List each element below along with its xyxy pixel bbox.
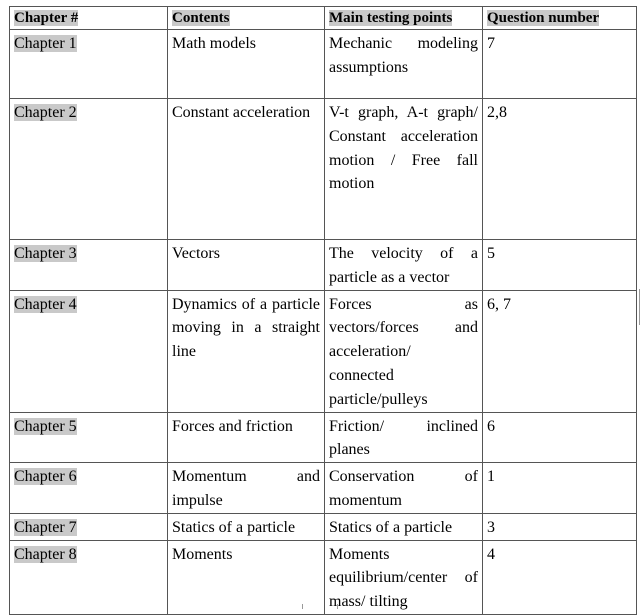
cell-questions: 2,8 <box>483 99 637 240</box>
header-question-number: Question number <box>483 7 637 30</box>
cell-contents: Moments <box>168 540 325 614</box>
table-row <box>10 30 637 99</box>
cell-questions: 4 <box>483 540 637 614</box>
cell-points: Mechanic modeling assumptions <box>325 30 483 99</box>
table-row <box>10 513 637 540</box>
cell-chapter: Chapter 3 <box>10 240 168 291</box>
cell-chapter: Chapter 1 <box>10 30 168 99</box>
cell-chapter: Chapter 2 <box>10 99 168 240</box>
cell-contents: Statics of a particle <box>168 513 325 540</box>
table-row <box>10 99 637 240</box>
chapter-table <box>9 6 637 615</box>
cell-points: The velocity of a particle as a vector <box>325 240 483 291</box>
table-row <box>10 240 637 291</box>
header-contents: Contents <box>168 7 325 30</box>
header-chapter: Chapter # <box>10 7 168 30</box>
header-main-testing-points: Main testing points <box>325 7 483 30</box>
cell-points: Statics of a particle <box>325 513 483 540</box>
cell-points: Moments equilibrium/center of mass/ tilting <box>325 540 483 614</box>
cell-contents: Dynamics of a particle moving in a straight line <box>168 290 325 412</box>
cell-questions: 6 <box>483 412 637 463</box>
cell-questions: 7 <box>483 30 637 99</box>
cell-chapter: Chapter 4 <box>10 290 168 412</box>
cell-chapter: Chapter 8 <box>10 540 168 614</box>
cell-chapter: Chapter 7 <box>10 513 168 540</box>
page-edge-marker <box>639 289 643 325</box>
cell-contents: Constant acceleration <box>168 99 325 240</box>
table-row <box>10 463 637 514</box>
cell-questions: 6, 7 <box>483 290 637 412</box>
cell-questions: 1 <box>483 463 637 514</box>
cell-points: Conservation of momentum <box>325 463 483 514</box>
table-row <box>10 412 637 463</box>
cell-contents: Math models <box>168 30 325 99</box>
cell-points: Forces as vectors/forces and acceleration/ connected particle/pulleys <box>325 290 483 412</box>
cell-questions: 3 <box>483 513 637 540</box>
table-row <box>10 290 637 412</box>
cell-contents: Momentum and impulse <box>168 463 325 514</box>
cell-chapter: Chapter 6 <box>10 463 168 514</box>
cell-contents: Vectors <box>168 240 325 291</box>
table-header-row <box>10 7 637 30</box>
cell-points: V-t graph, A-t graph/ Constant acceleration motion / Free fall motion <box>325 99 483 240</box>
cell-questions: 5 <box>483 240 637 291</box>
cell-points: Friction/ inclined planes <box>325 412 483 463</box>
cell-chapter: Chapter 5 <box>10 412 168 463</box>
page-footer-marker <box>302 604 338 609</box>
cell-contents: Forces and friction <box>168 412 325 463</box>
